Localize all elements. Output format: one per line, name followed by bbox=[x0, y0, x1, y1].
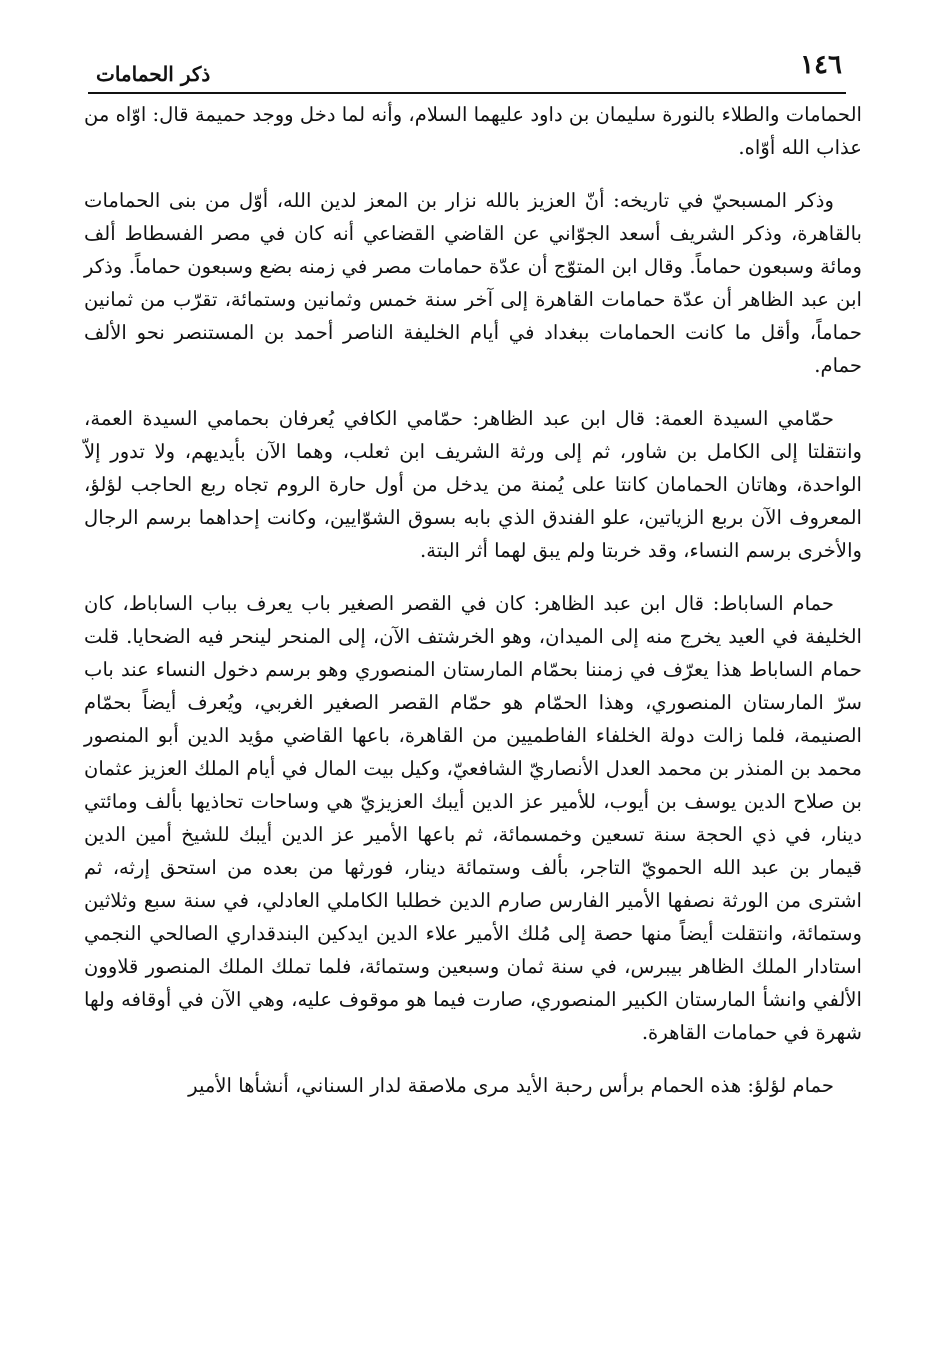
body-text bbox=[84, 98, 862, 1102]
page-header bbox=[88, 48, 846, 94]
paragraph-hammam-al-sabat: حمام الساباط: قال ابن عبد الظاهر: كان في القصر الصغير باب يعرف بباب الساباط، كان الخليفة في العيد يخرج منه إلى الميدان، وهو الخرشتف الآن، إلى المنحر لينحر فيه الضحايا. قلت حمام الساباط هذا يعرّف في زمننا بحمّام المارستان المنصوري وهو برسم دخول النساء عند باب سرّ المارستان المنصوري، وهذا الحمّام هو حمّام القصر الصغير الغربي، ويُعرف أيضاً بحمّام الصنيمة، فلما زالت دولة الخلفاء الفاطميين من القاهرة، باعها القاضي مؤيد الدين أبو المنصور محمد بن المنذر بن محمد العدل الأنصاريّ الشافعيّ، وكيل بيت المال في أيام الملك العزيز عثمان بن صلاح الدين يوسف بن أيوب، للأمير عز الدين أيبك العزيزيّ هي وساحات تحاذيها بألف ومائتي دينار، في ذي الحجة سنة تسعين وخمسمائة، ثم باعها الأمير عز الدين أيبك للشيخ أمين الدين قيمار بن عبد الله الحمويّ التاجر، بألف وستمائة دينار، فورثها من بعده من استحق إرثه، ثم اشترى من الورثة نصفها الأمير الفارس صارم الدين خطلبا الكاملي العادلي، في سنة سبع وثلاثين وستمائة، وانتقلت أيضاً منها حصة إلى مُلك الأمير علاء الدين ايدكين البندقداري الصالحي النجمي استادار الملك الظاهر بيبرس، في سنة ثمان وسبعين وستمائة، فلما تملك الملك المنصور قلاوون الألفي وانشأ المارستان الكبير المنصوري، صارت فيما هو موقوف عليه، وهي الآن في أوقافه ولها شهرة في حمامات القاهرة. bbox=[84, 592, 862, 1044]
paragraph-musabbihi: وذكر المسبحيّ في تاريخه: أنّ العزيز بالله نزار بن المعز لدين الله، أوّل من بنى الحمامات بالقاهرة، وذكر الشريف أسعد الجوّاني عن القاضي القضاعي أنه كان في مصر الفسطاط ألف ومائة وسبعون حماماً. وقال ابن المتوّج أن عدّة حمامات مصر في زمنه بضع وسبعون حماماً. وذكر ابن عبد الظاهر أن عدّة حمامات القاهرة إلى آخر سنة خمس وثمانين وستمائة، تقرّب من ثمانين حماماً، وأقل ما كانت الحمامات ببغداد في أيام الخليفة الناصر أحمد بن المستنصر نحو الألف حمام. bbox=[84, 189, 862, 377]
running-title: ذكر الحمامات bbox=[96, 62, 211, 86]
paragraph-hammam-lulu: حمام لؤلؤ: هذه الحمام برأس رحبة الأيد مرى ملاصقة لدار السناني، أنشأها الأمير bbox=[188, 1074, 834, 1097]
paragraph-hammamay-al-sayyida: حمّامي السيدة العمة: قال ابن عبد الظاهر: حمّامي الكافي يُعرفان بحمامي السيدة العمة، وانتقلتا إلى الكامل بن شاور، ثم إلى ورثة الشريف ابن ثعلب، وهما الآن بأيديهم، ولا تدور إلاّ الواحدة، وهاتان الحمامان كانتا على يُمنة من يدخل من أول حارة الروم تجاه ربع الحاجب لؤلؤ، المعروف الآن بربع الزياتين، علو الفندق الذي بابه بسوق الشوّايين، وكانت إحداهما برسم الرجال والأخرى برسم النساء، وقد خربتا ولم يبق لهما أثر البتة. bbox=[84, 407, 862, 562]
paragraph-continuation: الحمامات والطلاء بالنورة سليمان بن داود عليهما السلام، وأنه لما دخل ووجد حميمة قال: اوّاه من عذاب الله أوّاه. bbox=[84, 103, 862, 159]
page-number: ١٤٦ bbox=[800, 50, 842, 80]
